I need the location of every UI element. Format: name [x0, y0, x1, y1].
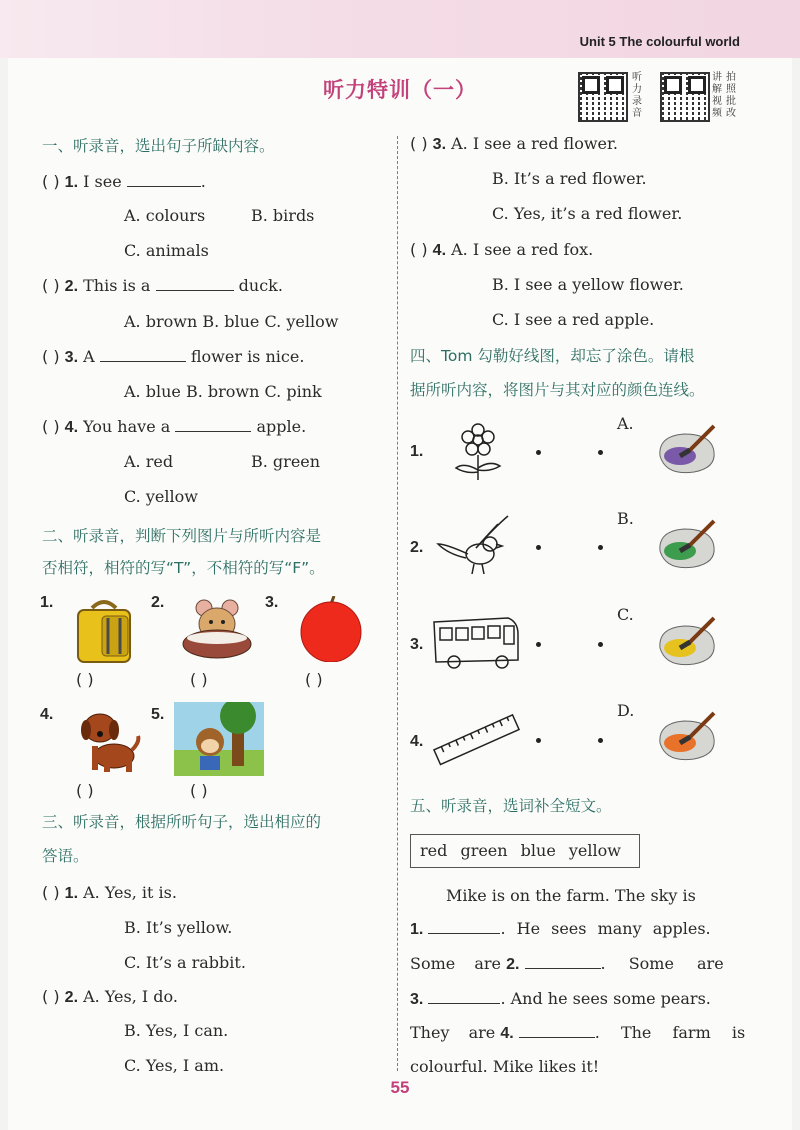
item-number: 1. [40, 594, 54, 611]
section3-heading-line2: 答语。 [42, 847, 89, 865]
item-number: 5. [151, 706, 165, 723]
option-letter: C. [617, 605, 634, 624]
option: C. It’s a rabbit. [124, 953, 246, 972]
option-letter: D. [617, 701, 635, 720]
bus-outline-icon [430, 614, 522, 670]
option: C. yellow [124, 487, 198, 506]
passage-line: 3. . And he sees some pears. [410, 989, 711, 1008]
monkey-under-tree-icon [174, 702, 264, 776]
paint-palette-icon [654, 422, 720, 480]
match-dot-left[interactable] [536, 738, 541, 743]
dog-icon [72, 706, 142, 776]
option: A. brown B. blue C. yellow [124, 312, 339, 331]
option-letter: B. [617, 509, 634, 528]
apple-icon [298, 596, 364, 662]
option: B. Yes, I can. [124, 1021, 229, 1040]
answer-blank[interactable] [100, 347, 186, 362]
option: A. blue B. brown C. pink [124, 382, 322, 401]
answer-paren[interactable]: ( ) [190, 670, 208, 689]
option: B. I see a yellow flower. [492, 275, 684, 294]
question-row: ( ) 4. A. I see a red fox. [410, 240, 594, 259]
option: C. Yes, I am. [124, 1056, 225, 1075]
header-band [0, 0, 800, 58]
option: A. colours [124, 206, 206, 225]
page-title: 听力特训（一） [323, 78, 477, 102]
passage-line: They are 4. . The farm is [410, 1023, 746, 1042]
item-number: 3. [410, 636, 424, 653]
passage-line: 1. . He sees many apples. [410, 919, 711, 938]
passage-line: Some are 2. . Some are [410, 954, 724, 973]
option: A. red [124, 452, 174, 471]
question-row: ( ) 1. A. Yes, it is. [42, 883, 177, 902]
ruler-outline-icon [430, 712, 522, 770]
flower-outline-icon [450, 422, 506, 482]
match-dot-left[interactable] [536, 450, 541, 455]
question-row: ( ) 2. A. Yes, I do. [42, 987, 178, 1006]
option: B. green [251, 452, 321, 471]
passage-line: Mike is on the farm. The sky is [446, 886, 696, 905]
item-number: 2. [151, 594, 165, 611]
section3-heading-line1: 三、听录音，根据所听句子，选出相应的 [42, 813, 322, 831]
section1-heading: 一、听录音，选出句子所缺内容。 [42, 137, 275, 155]
match-dot-right[interactable] [598, 642, 603, 647]
qr-label-listening: 听力录音 [632, 72, 642, 119]
question-row: ( ) 2. This is a duck. [42, 276, 283, 295]
match-dot-right[interactable] [598, 450, 603, 455]
answer-paren[interactable]: ( ) [76, 670, 94, 689]
match-dot-left[interactable] [536, 545, 541, 550]
paint-palette-icon [654, 517, 720, 575]
answer-blank[interactable] [428, 919, 500, 934]
option: C. Yes, it’s a red flower. [492, 204, 683, 223]
page-number: 55 [390, 1078, 410, 1097]
section4-heading-line2: 据所听内容，将图片与其对应的颜色连线。 [410, 381, 705, 399]
question-row: ( ) 1. I see . [42, 172, 206, 191]
option: C. I see a red apple. [492, 310, 655, 329]
option: B. It’s a red flower. [492, 169, 647, 188]
question-row: ( ) 4. You have a apple. [42, 417, 307, 436]
item-number: 4. [40, 706, 54, 723]
answer-blank[interactable] [428, 989, 500, 1004]
answer-blank[interactable] [525, 954, 601, 969]
match-dot-right[interactable] [598, 738, 603, 743]
option-letter: A. [617, 414, 634, 433]
hamster-in-bowl-icon [180, 598, 254, 662]
qr-code-icon[interactable] [578, 72, 628, 122]
answer-paren[interactable]: ( ) [190, 781, 208, 800]
passage-line: colourful. Mike likes it! [410, 1057, 600, 1076]
item-number: 2. [410, 539, 424, 556]
section2-heading-line2: 否相符，相符的写“T”，不相符的写“F”。 [42, 559, 325, 577]
item-number: 1. [410, 443, 424, 460]
answer-blank[interactable] [519, 1023, 595, 1038]
answer-blank[interactable] [156, 276, 234, 291]
option: C. animals [124, 241, 209, 260]
answer-paren[interactable]: ( ) [305, 670, 323, 689]
section2-heading-line1: 二、听录音，判断下列图片与所听内容是 [42, 527, 322, 545]
item-number: 4. [410, 733, 424, 750]
match-dot-left[interactable] [536, 642, 541, 647]
answer-blank[interactable] [127, 172, 201, 187]
question-row: ( ) 3. A flower is nice. [42, 347, 305, 366]
unit-label: Unit 5 The colourful world [579, 34, 740, 49]
question-row: ( ) 3. A. I see a red flower. [410, 134, 618, 153]
option: B. It’s yellow. [124, 918, 233, 937]
word-bank: red green blue yellow [410, 834, 640, 868]
section4-heading-line1: 四、Tom 勾勒好线图，却忘了涂色。请根 [410, 347, 695, 365]
qr-label-video: 讲解视频 [712, 72, 722, 119]
section5-heading: 五、听录音，选词补全短文。 [410, 797, 612, 815]
column-divider [397, 136, 398, 1071]
match-dot-right[interactable] [598, 545, 603, 550]
paint-palette-icon [654, 709, 720, 767]
bird-outline-icon [436, 514, 514, 578]
item-number: 3. [265, 594, 279, 611]
answer-paren[interactable]: ( ) [76, 781, 94, 800]
qr-label-correct: 拍照批改 [726, 72, 736, 119]
answer-blank[interactable] [175, 417, 251, 432]
paint-palette-icon [654, 614, 720, 672]
qr-code-icon[interactable] [660, 72, 710, 122]
option: B. birds [251, 206, 315, 225]
backpack-icon [72, 598, 136, 664]
